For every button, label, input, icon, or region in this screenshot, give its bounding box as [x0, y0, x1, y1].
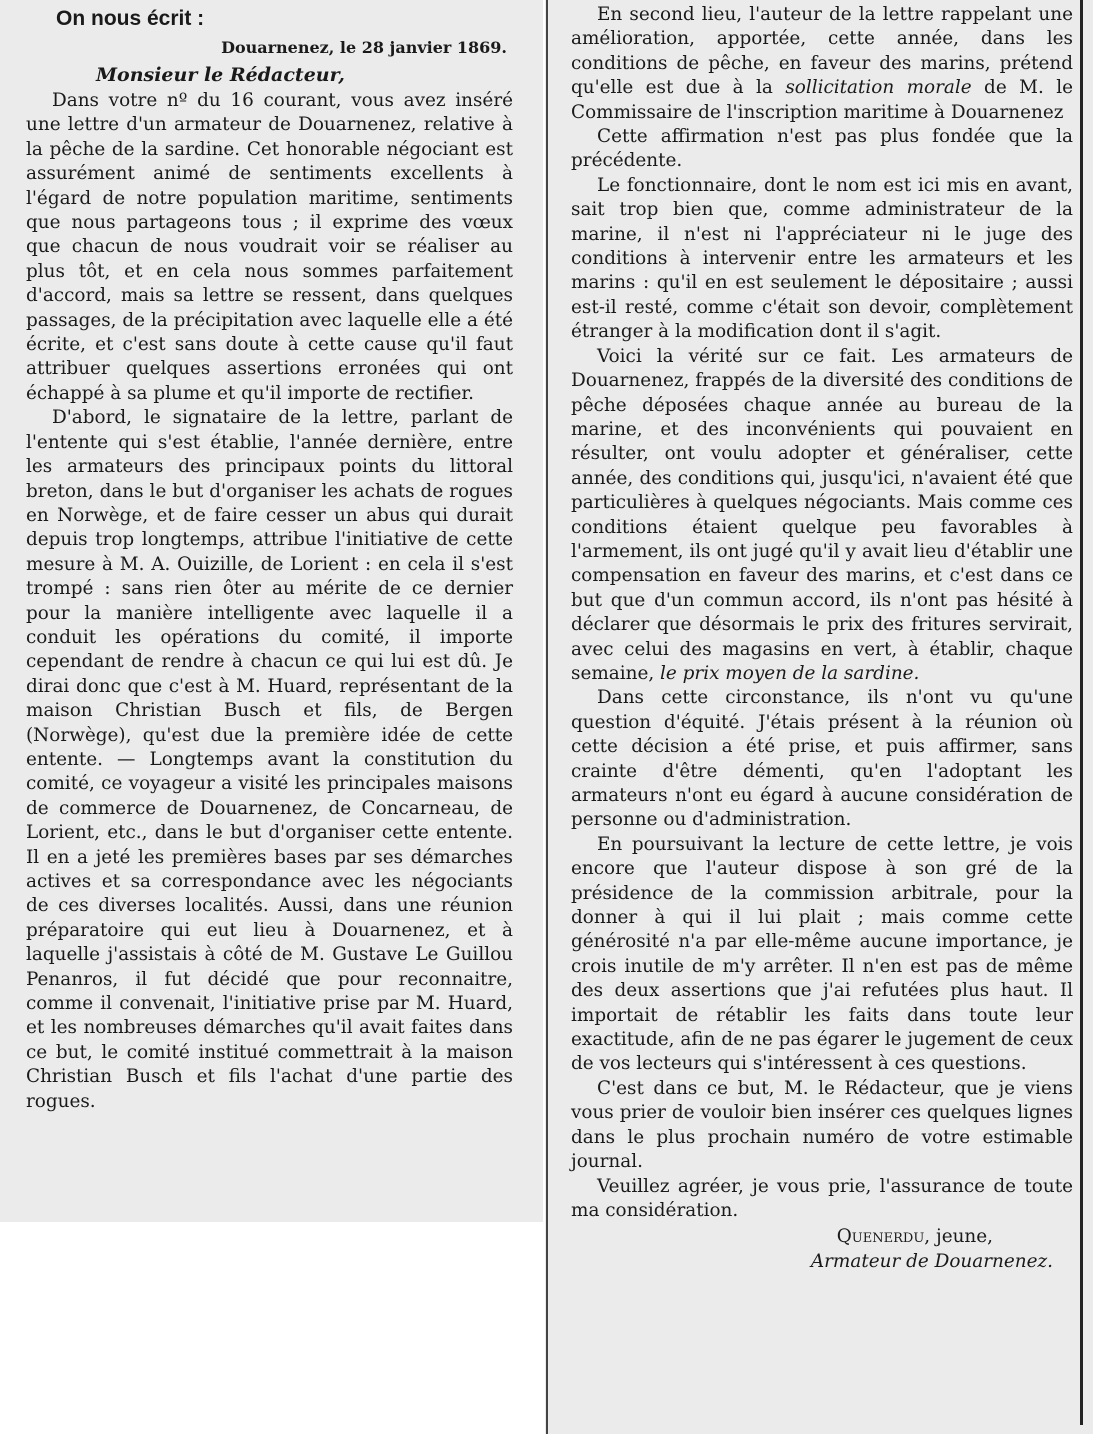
paragraph-2: D'abord, le signataire de la lettre, parlant de l'entente qui s'est établie, l'année dernière, entre les armateurs des principaux points du littoral breton, dans le but d'organiser les achats de rogues en Norwège, et de faire cesser un abus qui durait depuis trop longtemps, attribue l'initiative de cette mesure à M. A. Ouizille, de Lorient : en cela il s'est trompé : sans rien ôter au mérite de ce dernier pour la manière intelligente avec laquelle il a conduit les opérations du comité, il importe cependant de rendre à chacun ce qui lui est dû. Je dirai donc que c'est à M. Huard, représentant de la maison Christian Busch et fils, de Bergen (Norwège), qu'est due la première idée de cette entente. — Longtemps avant la constitution du comité, ce voyageur a visité les principales maisons de commerce de Douarnenez, de Concarneau, de Lorient, etc., dans le but d'organiser cette entente. Il en a jeté les premières bases par ses démarches actives et sa correspondance avec les négociants de ces diverses localités. Aussi, dans une réunion préparatoire qui eut lieu à Douarnenez, et à laquelle j'assistais à côté de M. Gustave Le Guillou Penanros, il fut décidé que pour reconnaitre, comme il convenait, l'initiative prise par M. Huard, et les nombreuses démarches qu'il avait faites dans ce but, le comité institué commettrait à la maison Christian Busch et fils l'achat d'une partie des rogues.	[26, 407, 513, 1112]
paragraph-3-text-a: En second lieu, l'auteur de la lettre rappelant une amélioration, apportée, cette année, dans les conditions de pêche, en faveur des marins, prétend qu'elle est due à la	[571, 4, 1073, 99]
paragraph-10: Veuillez agréer, je vous prie, l'assurance de toute ma considération.	[571, 1175, 1073, 1221]
signature-name: Quenerdu	[836, 1226, 925, 1248]
right-edge-rule	[1080, 0, 1083, 1425]
paragraph-8: En poursuivant la lecture de cette lettre, je vois encore que l'auteur dispose à son gré de la présidence de la commission arbitrale, pour la donner à qui il lui plait ; mais comme cette générosité n'a par elle-même aucune importance, je crois inutile de m'y arrêter. Il n'en est pas de même des deux assertions que j'ai refutées plus haut. Il importait de rétablir les faits dans toute leur exactitude, afin de ne pas égarer le jugement de ceux de vos lecteurs qui s'intéressent à ces questions.	[571, 833, 1073, 1075]
article-heading: On nous écrit :	[56, 7, 205, 30]
paragraph-9: C'est dans ce but, M. le Rédacteur, que je viens vous prier de vouloir bien insérer ces quelques lignes dans le plus prochain numéro de votre estimable journal.	[571, 1077, 1073, 1173]
paragraph-6	[571, 345, 1073, 687]
dateline: Douarnenez, le 28 janvier 1869.	[221, 38, 507, 57]
paragraph-6-italic: le prix moyen de la sardine.	[660, 662, 920, 684]
column-divider	[546, 0, 548, 1434]
paragraph-5: Le fonctionnaire, dont le nom est ici mis en avant, sait trop bien que, comme administrateur de la marine, il n'est ni l'appréciateur ni le juge des conditions à intervenir entre les armateurs et les marins : qu'il en est seulement le dépositaire ; aussi est-il resté, comme c'était son devoir, complètement étranger à la modification dont il s'agit.	[571, 174, 1073, 343]
signature-suffix: , jeune,	[924, 1226, 993, 1248]
paragraph-6-text: Voici la vérité sur ce fait. Les armateurs de Douarnenez, frappés de la diversité des conditions de pêche déposées chaque année au bureau de la marine, et des inconvénients qui pouvaient en résulter, ont voulu adopter et généraliser, cette année, des conditions qui, jusqu'ici, n'avaient été que particulières à quelques négociants. Mais comme ces conditions étaient quelque peu favorables à l'armement, ils ont jugé qu'il y avait lieu d'établir une compensation en faveur des marins, et c'est dans ce but que d'un commun accord, ils n'ont pas hésité à déclarer que désormais le prix des fritures servirait, avec celui des magasins en vert, à établir, chaque semaine,	[571, 345, 1073, 684]
left-column	[0, 0, 543, 1222]
paragraph-7: Dans cette circonstance, ils n'ont vu qu'une question d'équité. J'étais présent à la réunion où cette décision a été prise, et puis affirmer, sans crainte d'être démenti, qu'en l'adoptant les armateurs n'ont eu égard à aucune considération de personne ou d'administration.	[571, 687, 1073, 831]
paragraph-3	[571, 3, 1073, 125]
paragraph-4: Cette affirmation n'est pas plus fondée que la précédente.	[571, 126, 1073, 172]
right-column	[545, 0, 1093, 1434]
signature-title: Armateur de Douarnenez.	[810, 1250, 1053, 1272]
paragraph-3-italic: sollicitation morale	[785, 77, 972, 99]
paragraph-1: Dans votre nº du 16 courant, vous avez inséré une lettre d'un armateur de Douarnenez, relative à la pêche de la sardine. Cet honorable négociant est assurément animé de sentiments excellents à l'égard de notre population maritime, sentiments que nous partageons tous ; il exprime des vœux que chacun de nous voudrait voir se réaliser au plus tôt, et en cela nous sommes parfaitement d'accord, mais sa lettre se ressent, dans quelques passages, de la précipitation avec laquelle elle a été écrite, et c'est sans doute à cette cause qu'il faut attribuer quelques assertions erronées qui ont échappé à sa plume et qu'il importe de rectifier.	[26, 90, 513, 404]
salutation: Monsieur le Rédacteur,	[96, 64, 345, 86]
paragraph-3-text-b: de M. le Commissaire de l'inscription maritime à Douarnenez	[571, 77, 1073, 123]
signature	[571, 1225, 1073, 1249]
